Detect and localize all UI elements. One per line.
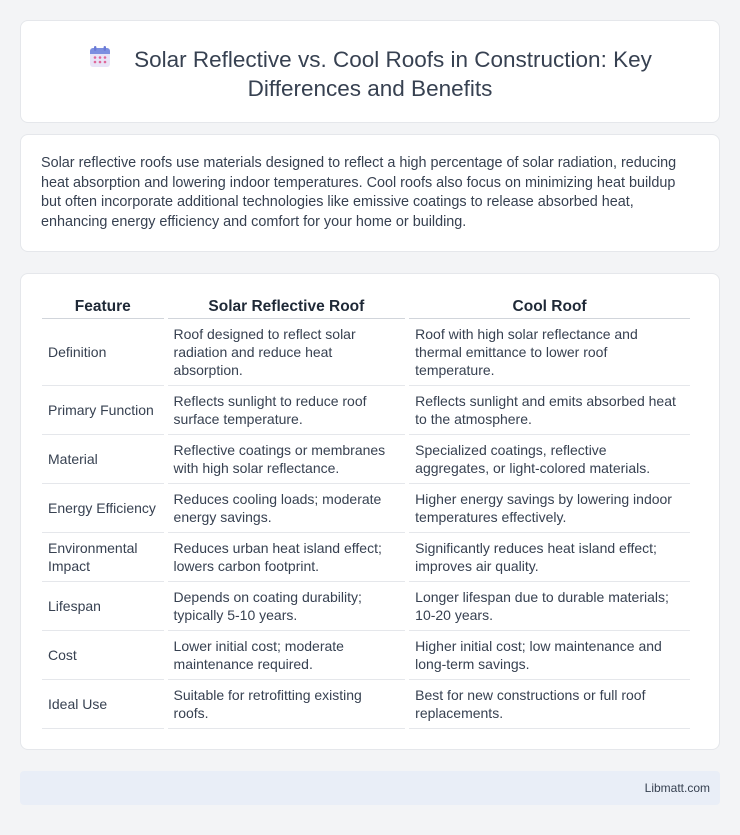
cool-roof-cell: Longer lifespan due to durable materials; 10-20 years. [409,582,690,631]
feature-cell: Material [42,435,164,484]
table-row [42,319,690,386]
solar-reflective-cell: Depends on coating durability; typically 5-10 years. [168,582,406,631]
footer [20,771,720,805]
feature-cell: Cost [42,631,164,680]
table-row [42,533,690,582]
cool-roof-cell: Specialized coatings, reflective aggregates, or light-colored materials. [409,435,690,484]
header-cool-roof: Cool Roof [409,296,690,319]
feature-cell: Ideal Use [42,680,164,729]
comparison-table [38,296,694,729]
calendar-icon [88,45,112,69]
intro-paragraph: Solar reflective roofs use materials designed to reflect a high percentage of solar radiation, reducing heat absorption and lowering indoor temperatures. Cool roofs also focus on minimizing heat buildup but often incorporate additional technologies like emissive coatings to release absorbed heat, enhancing energy efficiency and comfort for your home or building. [41,155,677,230]
cool-roof-cell: Best for new constructions or full roof replacements. [409,680,690,729]
header-feature: Feature [42,296,164,319]
cool-roof-cell: Reflects sunlight and emits absorbed heat to the atmosphere. [409,386,690,435]
table-row [42,582,690,631]
table-row [42,631,690,680]
solar-reflective-cell: Lower initial cost; moderate maintenance required. [168,631,406,680]
solar-reflective-cell: Suitable for retrofitting existing roofs. [168,680,406,729]
solar-reflective-cell: Reflects sunlight to reduce roof surface temperature. [168,386,406,435]
page-title-text: Solar Reflective vs. Cool Roofs in Construction: Key Differences and Benefits [134,47,652,101]
solar-reflective-cell: Roof designed to reflect solar radiation and reduce heat absorption. [168,319,406,386]
header-solar-reflective: Solar Reflective Roof [168,296,406,319]
intro-card [20,134,720,252]
title-wrap [21,45,719,103]
cool-roof-cell: Roof with high solar reflectance and thermal emittance to lower roof temperature. [409,319,690,386]
cool-roof-cell: Significantly reduces heat island effect; improves air quality. [409,533,690,582]
solar-reflective-cell: Reflective coatings or membranes with high solar reflectance. [168,435,406,484]
feature-cell: Lifespan [42,582,164,631]
cool-roof-cell: Higher energy savings by lowering indoor temperatures effectively. [409,484,690,533]
table-row [42,386,690,435]
feature-cell: Energy Efficiency [42,484,164,533]
feature-cell: Environmental Impact [42,533,164,582]
solar-reflective-cell: Reduces cooling loads; moderate energy savings. [168,484,406,533]
feature-cell: Primary Function [42,386,164,435]
comparison-card [20,273,720,750]
table-row [42,484,690,533]
table-header-row [42,296,690,319]
table-row [42,680,690,729]
table-row [42,435,690,484]
cool-roof-cell: Higher initial cost; low maintenance and long-term savings. [409,631,690,680]
title-card [20,20,720,123]
feature-cell: Definition [42,319,164,386]
footer-site-link[interactable]: Libmatt.com [644,781,710,795]
page-title [88,47,652,101]
solar-reflective-cell: Reduces urban heat island effect; lowers carbon footprint. [168,533,406,582]
